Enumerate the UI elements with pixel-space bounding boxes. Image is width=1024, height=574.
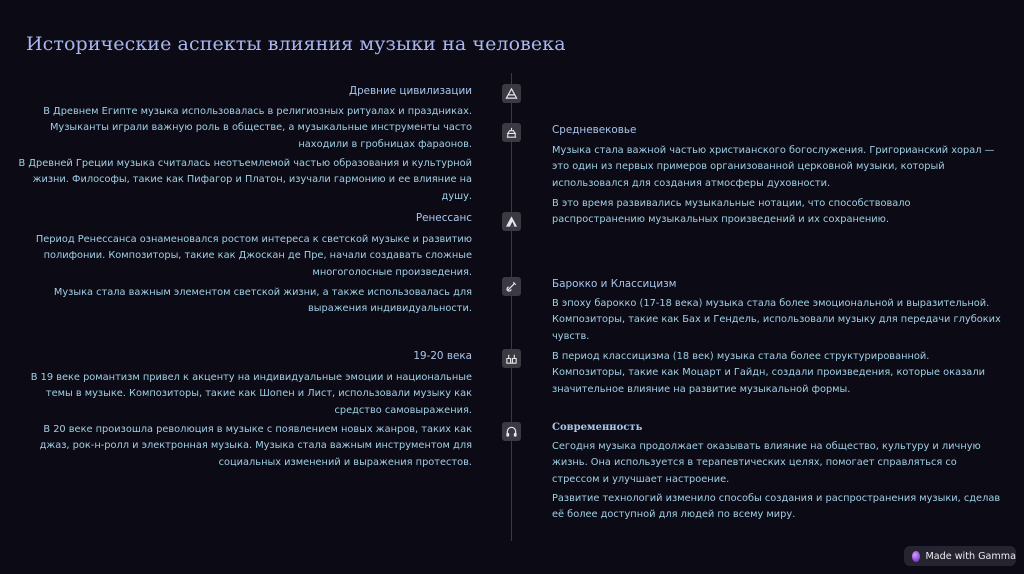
event-text-modern-1: Сегодня музыка продолжает оказывать влияние на общество, культуру и личную жизнь. Она используется в терапевтических целях, помогает справляться со стрессом и улучшает настроение. (552, 441, 981, 485)
event-text-19-20-1: В 19 веке романтизм привел к акценту на индивидуальные эмоции и национальные темы в музыке. Композиторы, такие как Шопен и Лист, использовали музыку как средство самовыражения. (30, 372, 472, 416)
event-text-baroque-1: В эпоху барокко (17-18 века) музыка стала более эмоциональной и выразительной. Композиторы, такие как Бах и Гендель, использовали музыку для передачи глубоких чувств. (552, 298, 1001, 342)
timeline-marker-modern (502, 422, 521, 441)
timeline-marker-baroque (502, 277, 521, 296)
page-title: Исторические аспекты влияния музыки на человека (26, 33, 566, 55)
badge-label: Made with Gamma (925, 550, 1016, 562)
church-icon (505, 126, 518, 139)
gamma-logo-icon (912, 551, 920, 562)
event-text-baroque-2: В период классицизма (18 век) музыка стала более структурированной. Композиторы, такие как Моцарт и Гайдн, создали произведения, которые оказали значительное влияние на развитие музыкальной формы. (552, 351, 985, 395)
event-heading-19-20: 19-20 века (413, 350, 472, 362)
event-text-medieval-2: В это время развивались музыкальные нотации, что способствовало распространению музыкальных произведений и их сохранению. (552, 198, 911, 226)
event-text-renaissance-1: Период Ренессанса ознаменовался ростом интереса к светской музыке и развитию полифонии. Композиторы, такие как Джоскан де Пре, начали создавать сложные многоголосные произведения. (35, 234, 472, 278)
timeline-marker-renaissance (502, 212, 521, 231)
event-heading-renaissance: Ренессанс (415, 212, 472, 224)
event-heading-medieval: Средневековье (552, 124, 637, 136)
event-heading-modern: Современность (552, 422, 643, 433)
event-text-modern-2: Развитие технологий изменило способы создания и распространения музыки, сделав её более доступной для людей по всему миру. (552, 493, 1001, 521)
timeline-axis (511, 73, 512, 541)
event-text-19-20-2: В 20 веке произошла революция в музыке с появлением новых жанров, таких как джаз, рок-н-ролл и электронная музыка. Музыка стала важным инструментом для социальных изменений и выражения протестов. (39, 424, 472, 468)
renaissance-icon (505, 215, 518, 228)
timeline-marker-ancient (502, 84, 521, 103)
event-text-renaissance-2: Музыка стала важным элементом светской жизни, а также использовалась для выражения индивидуальности. (53, 287, 472, 315)
timeline-marker-medieval (502, 123, 521, 142)
headphones-icon (505, 425, 518, 438)
pyramid-icon (505, 87, 518, 100)
event-text-medieval-1: Музыка стала важной частью христианского богослужения. Григорианский хорал — это один из первых примеров организованной церковной музыки, который использовался для создания атмосферы духовности. (552, 145, 995, 189)
event-heading-baroque: Барокко и Классицизм (552, 278, 677, 290)
event-heading-ancient: Древние цивилизации (348, 85, 472, 97)
violin-icon (505, 280, 518, 293)
event-text-ancient-2: В Древней Греции музыка считалась неотъемлемой частью образования и культурной жизни. Философы, такие как Пифагор и Платон, изучали гармонию и ее влияние на душу. (18, 158, 472, 202)
timeline-marker-19-20 (502, 349, 521, 368)
made-with-gamma-badge[interactable] (904, 546, 1016, 566)
orchestra-icon (505, 352, 518, 365)
event-text-ancient-1: В Древнем Египте музыка использовалась в религиозных ритуалах и праздниках. Музыканты играли важную роль в обществе, а музыкальные инструменты часто находили в гробницах фараонов. (43, 106, 472, 150)
